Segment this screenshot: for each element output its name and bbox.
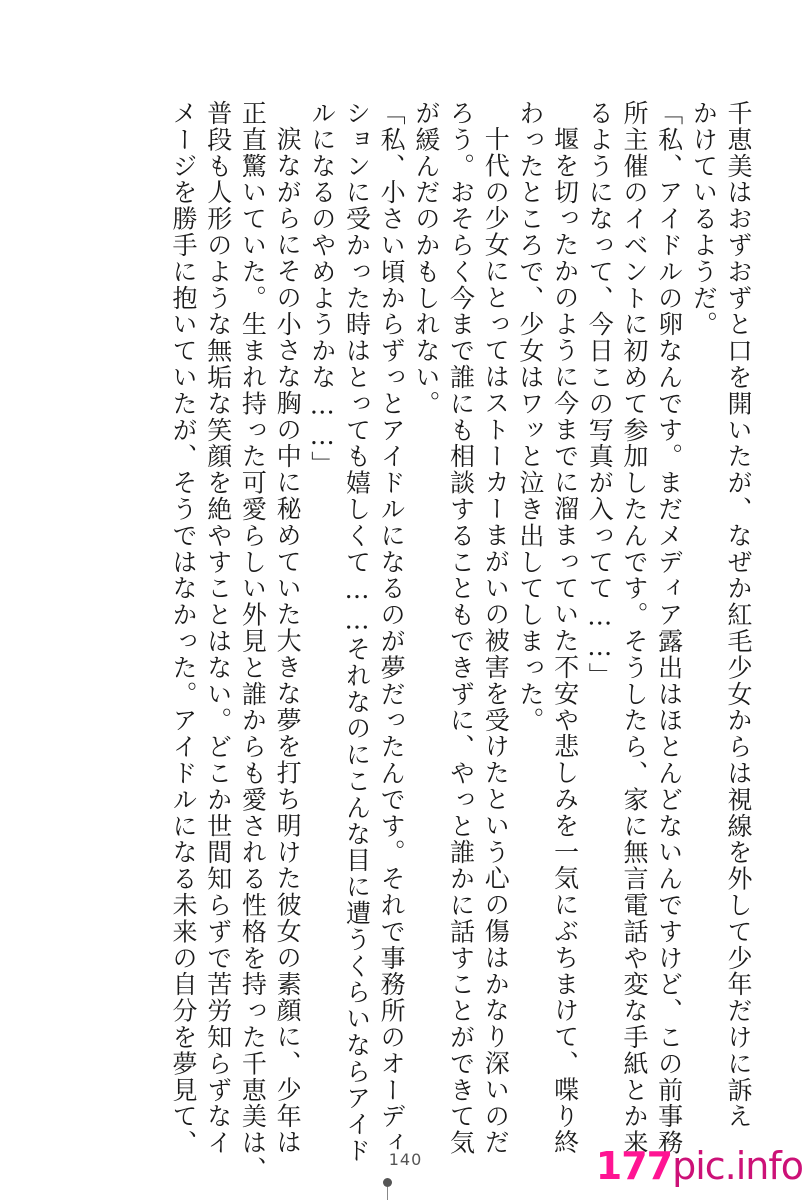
text-line: ルになるのやめようかな……」 bbox=[307, 100, 337, 478]
text-line: が緩んだのかもしれない。 bbox=[411, 100, 441, 417]
text-line: メージを勝手に抱いていたが、そうではなかった。アイドルになる未来の自分を夢見て、 bbox=[169, 100, 198, 1156]
text-line: わったところで、少女はワッと泣き出してしまった。 bbox=[515, 100, 545, 734]
text-line: 所主催のイベントに初めて参加したんです。そうしたら、家に無言電話や変な手紙とか来 bbox=[619, 100, 649, 1156]
watermark-number: 177 bbox=[595, 1144, 673, 1188]
text-line: ろう。おそらく今まで誰にも相談することもできずに、やっと誰かに話すことができて気 bbox=[446, 100, 476, 1156]
text-line: 堰を切ったかのように今までに溜まっていた不安や悲しみを一気にぶちまけて、喋り終 bbox=[550, 126, 580, 1156]
text-line: 涙ながらにその小さな胸の中に秘めていた大きな夢を打ち明けた彼女の素顔に、少年は bbox=[273, 126, 303, 1156]
text-line: 「私、アイドルの卵なんです。まだメディア露出はほとんどないんですけど、この前事務 bbox=[654, 100, 684, 1156]
binding-line bbox=[387, 1187, 388, 1200]
text-line: 「私、小さい頃からずっとアイドルになるのが夢だったんです。それで事務所のオーディ bbox=[377, 100, 407, 1156]
text-line: 正直驚いていた。生まれ持った可愛らしい外見と誰からも愛される性格を持った千恵美は、 bbox=[238, 100, 268, 1183]
text-line: 千恵美はおずおずと口を開いたが、なぜか紅毛少女からは視線を外して少年だけに訴え bbox=[724, 100, 753, 1130]
text-line: 十代の少女にとってはストーカーまがいの被害を受けたという心の傷はかなり深いのだ bbox=[481, 126, 511, 1156]
text-line: 普段も人形のような無垢な笑顔を絶やすことはない。どこか世間知らずで苦労知らずなイ bbox=[203, 100, 233, 1156]
text-line: ションに受かった時はとっても嬉しくて……それなのにこんな目に遭うくらいならアイド bbox=[342, 100, 372, 1164]
text-line: るようになって、今日この写真が入ってて……」 bbox=[585, 100, 615, 689]
page-number: 140 bbox=[388, 1150, 423, 1169]
text-line: かけているようだ。 bbox=[689, 100, 719, 338]
site-watermark bbox=[596, 1144, 803, 1188]
watermark-domain: pic.info bbox=[672, 1144, 803, 1188]
binding-dot bbox=[383, 1178, 392, 1187]
